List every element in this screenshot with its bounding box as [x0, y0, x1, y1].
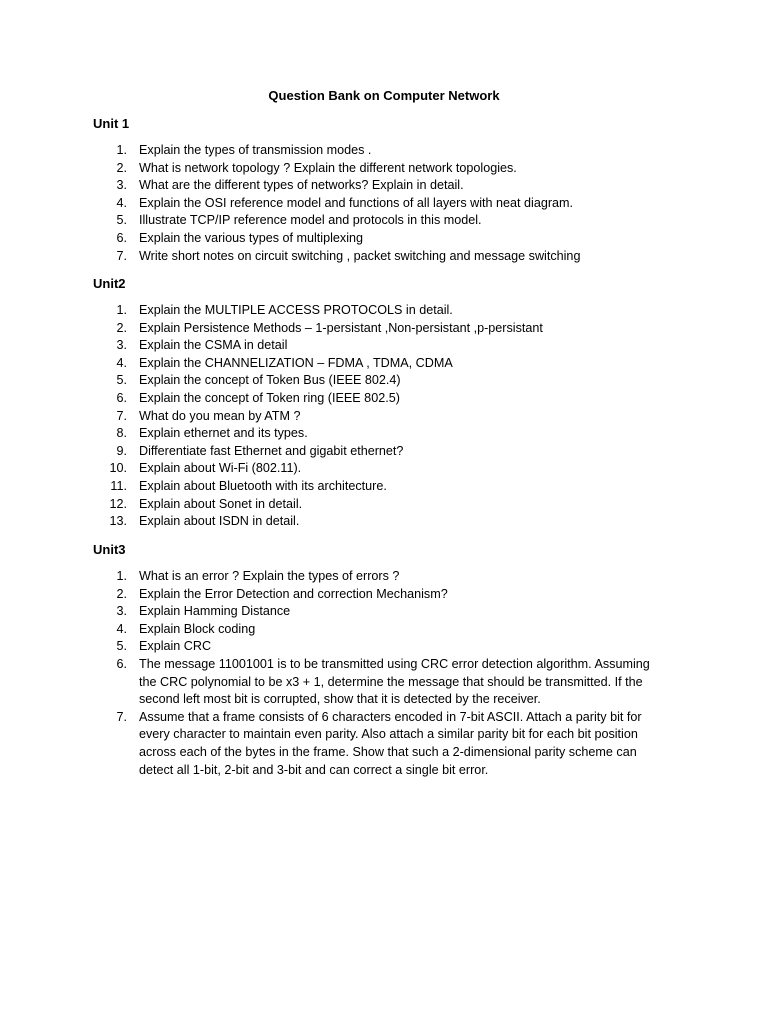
question-text: What is network topology ? Explain the different network topologies. [139, 160, 517, 175]
list-item [105, 478, 665, 496]
list-item [105, 709, 665, 779]
question-number: 4. [116, 355, 127, 370]
list-item [105, 355, 665, 373]
list-item [105, 638, 665, 656]
question-number: 2. [116, 160, 127, 175]
question-text: Explain the Error Detection and correction Mechanism? [139, 586, 448, 601]
question-text: Explain about ISDN in detail. [139, 514, 300, 529]
list-item [105, 460, 665, 478]
question-list-unit-1 [105, 142, 665, 265]
list-item [105, 177, 665, 195]
question-number: 4. [116, 195, 127, 210]
question-number: 12. [109, 496, 127, 511]
list-item [105, 212, 665, 230]
question-number: 7. [116, 408, 127, 423]
question-text: Write short notes on circuit switching , packet switching and message switching [139, 248, 581, 263]
list-item [105, 425, 665, 443]
list-item [105, 302, 665, 320]
list-item [105, 390, 665, 408]
list-item [105, 568, 665, 586]
question-text: Explain about Sonet in detail. [139, 496, 303, 511]
list-item [105, 408, 665, 426]
question-number: 4. [116, 621, 127, 636]
list-item [105, 513, 665, 531]
question-number: 5. [116, 639, 127, 654]
question-number: 7. [116, 248, 127, 263]
question-text: Illustrate TCP/IP reference model and protocols in this model. [139, 213, 482, 228]
question-text: Explain Block coding [139, 621, 256, 636]
question-text: What are the different types of networks? Explain in detail. [139, 178, 464, 193]
question-number: 10. [109, 461, 127, 476]
question-number: 3. [116, 604, 127, 619]
question-number: 3. [116, 178, 127, 193]
question-number: 5. [116, 213, 127, 228]
question-text: Explain the MULTIPLE ACCESS PROTOCOLS in detail. [139, 303, 453, 317]
question-text: Explain the OSI reference model and functions of all layers with neat diagram. [139, 195, 574, 210]
question-number: 3. [116, 338, 127, 353]
question-text: Differentiate fast Ethernet and gigabit ethernet? [139, 443, 404, 458]
question-number: 1. [116, 569, 127, 583]
question-text: Explain the CSMA in detail [139, 338, 288, 353]
question-text: Explain Hamming Distance [139, 604, 291, 619]
question-text: What is an error ? Explain the types of errors ? [139, 569, 400, 583]
list-item [105, 586, 665, 604]
unit-heading-3: Unit3 [93, 542, 126, 557]
question-text: Explain about Wi-Fi (802.11). [139, 461, 302, 476]
list-item [105, 603, 665, 621]
question-number: 5. [116, 373, 127, 388]
question-number: 9. [116, 443, 127, 458]
list-item [105, 248, 665, 266]
list-item [105, 230, 665, 248]
question-text: Explain the types of transmission modes . [139, 143, 372, 157]
question-number: 6. [116, 390, 127, 405]
question-text: Explain about Bluetooth with its architecture. [139, 478, 387, 493]
unit-heading-1: Unit 1 [93, 116, 130, 131]
question-text: Explain Persistence Methods – 1-persistant ,Non-persistant ,p-persistant [139, 320, 543, 335]
question-list-unit-2 [105, 302, 665, 531]
list-item [105, 443, 665, 461]
list-item [105, 142, 665, 160]
page-title: Question Bank on Computer Network [268, 88, 500, 103]
question-number: 2. [116, 320, 127, 335]
list-item [105, 320, 665, 338]
question-number: 6. [116, 230, 127, 245]
question-number: 1. [116, 143, 127, 157]
question-number: 1. [116, 303, 127, 317]
list-item [105, 160, 665, 178]
question-number: 6. [116, 656, 127, 671]
question-text: Explain the concept of Token ring (IEEE 802.5) [139, 390, 400, 405]
list-item [105, 337, 665, 355]
question-text: The message 11001001 is to be transmitted using CRC error detection algorithm. Assuming the CRC polynomial to be x3 + 1, determine the message that should be transmitted. If the second left most bit is corrupted, show that it is detected by the receiver. [139, 656, 650, 707]
question-list-unit-3 [105, 568, 665, 779]
question-text: Explain the various types of multiplexing [139, 230, 364, 245]
question-number: 2. [116, 586, 127, 601]
question-text: Explain ethernet and its types. [139, 426, 308, 441]
question-text: Assume that a frame consists of 6 characters encoded in 7-bit ASCII. Attach a parity bit for every character to maintain even parity. Also attach a similar parity bit for each bit position across each of the bytes in the frame. Show that such a 2-dimensional parity scheme can detect all 1-bit, 2-bit and 3-bit and can correct a single bit error. [139, 709, 642, 777]
list-item [105, 372, 665, 390]
question-number: 13. [109, 514, 127, 529]
list-item [105, 621, 665, 639]
list-item [105, 195, 665, 213]
list-item [105, 496, 665, 514]
question-text: Explain the concept of Token Bus (IEEE 802.4) [139, 373, 401, 388]
unit-heading-2: Unit2 [93, 276, 126, 291]
question-text: Explain the CHANNELIZATION – FDMA , TDMA, CDMA [139, 355, 453, 370]
list-item [105, 656, 665, 709]
question-number: 7. [116, 709, 127, 724]
question-number: 11. [110, 478, 127, 493]
question-text: Explain CRC [139, 639, 212, 654]
question-text: What do you mean by ATM ? [139, 408, 301, 423]
question-number: 8. [116, 426, 127, 441]
